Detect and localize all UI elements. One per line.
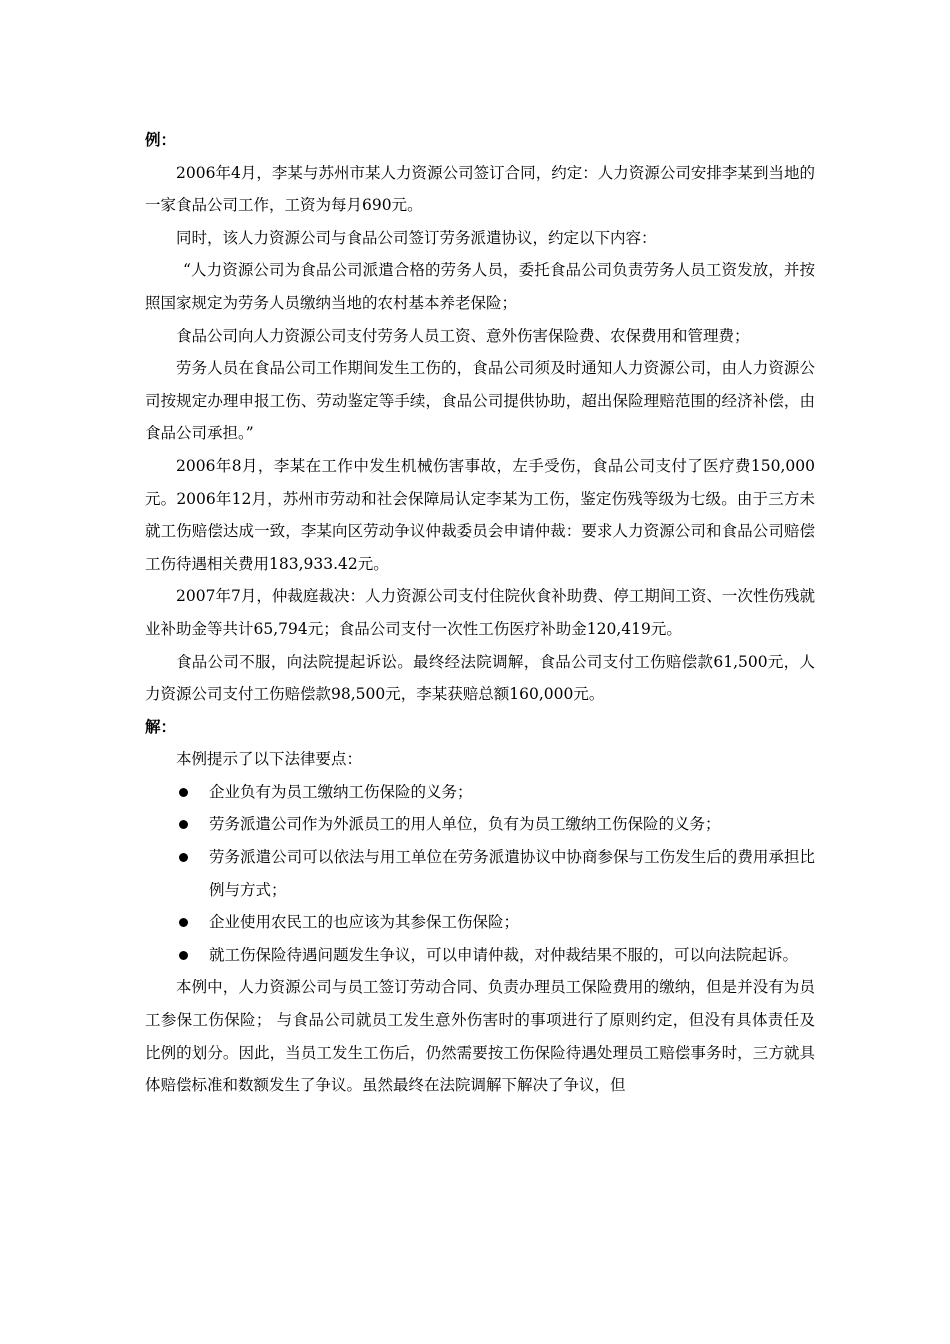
legal-point-text: 就工伤保险待遇问题发生争议，可以申请仲裁，对仲裁结果不服的，可以向法院起诉。 (209, 945, 799, 964)
legal-point-item (145, 808, 815, 841)
case-paragraph-4: 2007年7月，仲裁庭裁决：人力资源公司支付住院伙食补助费、停工期间工资、一次性伤残就业补助金等共计65,794元；食品公司支付一次性工伤医疗补助金120,419元。 (145, 587, 815, 638)
legal-point-item (145, 939, 815, 972)
case-paragraph-3: 2006年8月，李某在工作中发生机械伤害事故，左手受伤，食品公司支付了医疗费150,000元。2006年12月，苏州市劳动和社会保障局认定李某为工伤，鉴定伤残等级为七级。由于三方未就工伤赔偿达成一致，李某向区劳动争议仲裁委员会申请仲裁：要求人力资源公司和食品公司赔偿工伤待遇相关费用183,933.42元。 (145, 456, 815, 573)
case-quote-paragraph-1: “人力资源公司为食品公司派遣合格的劳务人员，委托食品公司负责劳务人员工资发放，并按照国家规定为劳务人员缴纳当地的农村基本养老保险； (145, 261, 815, 312)
analysis-closing-paragraph: 本例中，人力资源公司与员工签订劳动合同、负责办理员工保险费用的缴纳，但是并没有为员工参保工伤保险； 与食品公司就员工发生意外伤害时的事项进行了原则约定，但没有具体责任及比例的划分。因此，当员工发生工伤后，仍然需要按工伤保险待遇处理员工赔偿事务时，三方就具体赔偿标准和数额发生了争议。虽然最终在法院调解下解决了争议，但 (145, 978, 815, 1095)
analysis-heading: 解： (145, 716, 177, 736)
legal-point-item (145, 776, 815, 809)
bullet-icon (179, 820, 188, 829)
legal-point-text: 企业负有为员工缴纳工伤保险的义务； (209, 782, 473, 801)
bullet-icon (179, 853, 188, 862)
case-paragraph-5: 食品公司不服，向法院提起诉讼。最终经法院调解，食品公司支付工伤赔偿款61,500元，人力资源公司支付工伤赔偿款98,500元，李某获赔总额160,000元。 (145, 652, 815, 704)
analysis-intro: 本例提示了以下法律要点： (176, 750, 363, 769)
case-quote-paragraph-3: 劳务人员在食品公司工作期间发生工伤的，食品公司须及时通知人力资源公司，由人力资源公司按规定办理申报工伤、劳动鉴定等手续，食品公司提供协助，超出保险理赔范围的经济补偿，由食品公司承担。” (145, 359, 815, 443)
legal-points-list (145, 776, 815, 972)
document-body (145, 124, 815, 1102)
case-quote-paragraph-2: 食品公司向人力资源公司支付劳务人员工资、意外伤害保险费、农保费用和管理费； (176, 326, 750, 345)
case-paragraph-2: 同时，该人力资源公司与食品公司签订劳务派遣协议，约定以下内容： (176, 228, 657, 247)
case-heading: 例： (145, 130, 177, 149)
legal-point-text: 劳务派遣公司作为外派员工的用人单位，负有为员工缴纳工伤保险的义务； (209, 815, 721, 834)
legal-point-text: 劳务派遣公司可以依法与用工单位在劳务派遣协议中协商参保与工伤发生后的费用承担比例与方式； (209, 848, 815, 899)
bullet-icon (179, 918, 188, 927)
case-paragraph-1: 2006年4月，李某与苏州市某人力资源公司签订合同，约定：人力资源公司安排李某到当地的一家食品公司工作，工资为每月690元。 (145, 163, 815, 215)
legal-point-item (145, 841, 815, 906)
legal-point-item (145, 906, 815, 939)
bullet-icon (179, 951, 188, 960)
legal-point-text: 企业使用农民工的也应该为其参保工伤保险； (209, 913, 520, 932)
bullet-icon (179, 788, 188, 797)
